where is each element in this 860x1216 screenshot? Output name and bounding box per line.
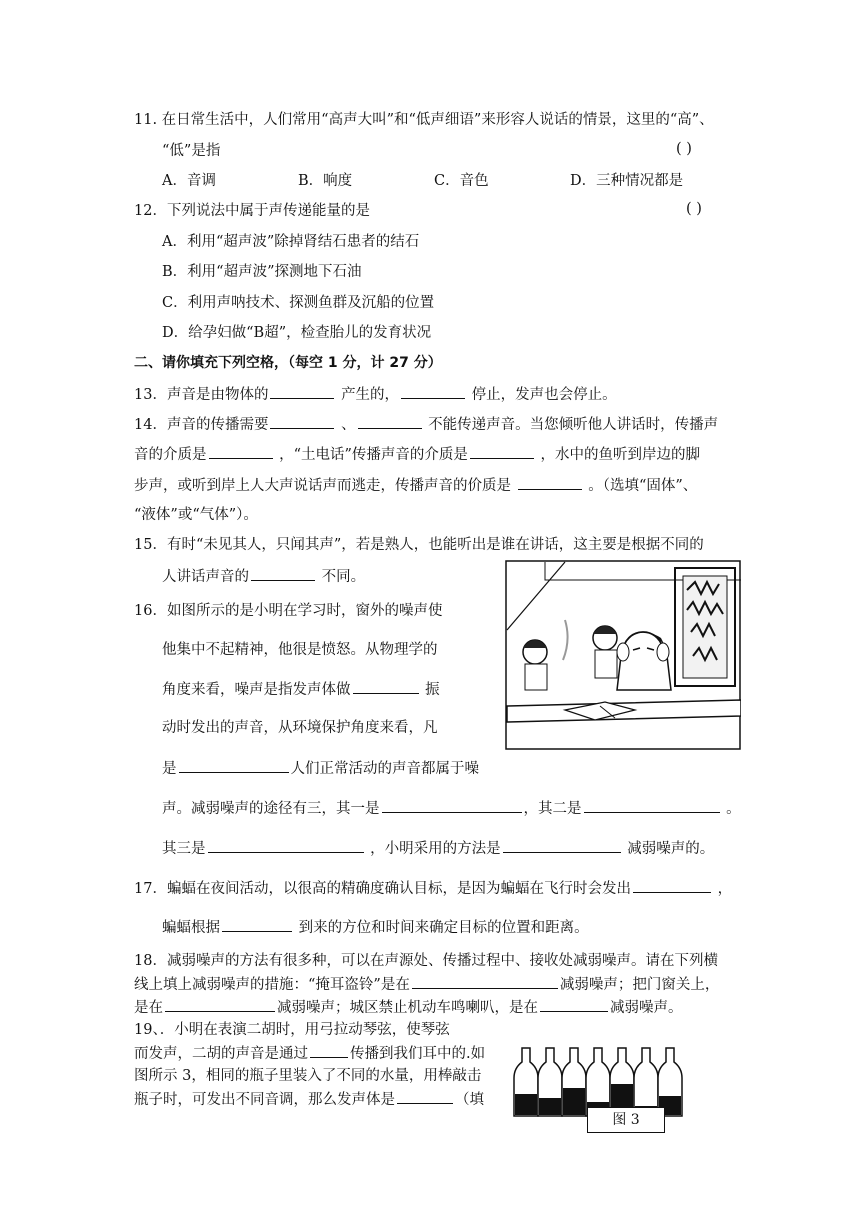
q12-option-a: A．利用“超声波”除掉肾结石患者的结石 (162, 234, 420, 250)
q15-line2: 人讲话声音的 不同。 (162, 566, 365, 587)
q18-line3: 是在 减弱噪声；城区禁止机动车鸣喇叭，是在 减弱噪声。 (134, 997, 683, 1018)
q11-line2: “低”是指 (162, 143, 221, 159)
q14-line3: 步声，或听到岸上人大声说话声而逃走，传播声音的价质是 。（选填“固体”、 (134, 475, 697, 496)
q14-blank-4[interactable] (470, 444, 534, 459)
q14-blank-5[interactable] (518, 475, 582, 490)
q18-blank-1[interactable] (412, 974, 558, 989)
q16-blank-6[interactable] (503, 838, 621, 853)
q14-blank-3[interactable] (209, 444, 273, 459)
q16-blank-5[interactable] (208, 838, 364, 853)
q15-line1: 15．有时“未见其人，只闻其声”，若是熟人，也能听出是谁在讲话，这主要是根据不同的 (134, 537, 704, 553)
noise-classroom-illustration (505, 560, 741, 750)
q16-line5: 是 人们正常活动的声音都属于噪 (162, 758, 479, 779)
q14-blank-1[interactable] (270, 414, 334, 429)
q16-line3: 角度来看，噪声是指发声体做 振 (162, 679, 440, 700)
q12-option-d: D．给孕妇做“B超”，检查胎儿的发育状况 (162, 325, 432, 341)
q12-option-c: C．利用声呐技术、探测鱼群及沉船的位置 (162, 295, 435, 311)
q13-line: 13．声音是由物体的 产生的， 停止，发声也会停止。 (134, 384, 617, 405)
q12-answer-paren: ( ) (686, 201, 702, 217)
q17-line2: 蝙蝠根据 到来的方位和时间来确定目标的位置和距离。 (162, 917, 589, 938)
q18-blank-2[interactable] (165, 997, 275, 1012)
figure-3-label: 图 3 (587, 1107, 665, 1133)
q11-line1: 11. 在日常生活中，人们常用“高声大叫”和“低声细语”来形容人说话的情景，这里的“高”、 (134, 112, 714, 128)
q16-blank-1[interactable] (353, 679, 419, 694)
q12-option-b: B．利用“超声波”探测地下石油 (162, 264, 362, 280)
q17-line1: 17．蝙蝠在夜间活动，以很高的精确度确认目标，是因为蝙蝠在飞行时会发出 ， (134, 878, 732, 899)
q16-blank-4[interactable] (584, 798, 720, 813)
q11-option-b: B．响度 (298, 173, 353, 189)
q18-line1: 18．减弱噪声的方法有很多种，可以在声源处、传播过程中、接收处减弱噪声。请在下列横 (134, 953, 718, 969)
q17-blank-1[interactable] (633, 878, 711, 893)
q16-line2: 他集中不起精神，他很是愤怒。从物理学的 (162, 642, 438, 658)
q13-blank-2[interactable] (401, 384, 465, 399)
q16-line7: 其三是 ，小明采用的方法是 减弱噪声的。 (162, 838, 714, 859)
q16-line4: 动时发出的声音，从环境保护角度来看，凡 (162, 720, 438, 736)
q16-blank-2[interactable] (179, 758, 289, 773)
q18-line2: 线上填上减弱噪声的措施：“掩耳盗铃”是在 减弱噪声；把门窗关上， (134, 974, 719, 995)
q19-blank-2[interactable] (397, 1089, 453, 1104)
q11-answer-paren: ( ) (676, 141, 692, 157)
classroom-drawing (505, 560, 741, 750)
q14-line2: 音的介质是 ，“土电话”传播声音的介质是 ，水中的鱼听到岸边的脚 (134, 444, 700, 465)
q11-option-c: C．音色 (434, 173, 489, 189)
q19-line2: 而发声，二胡的声音是通过 传播到我们耳中的.如 (134, 1043, 485, 1064)
q14-blank-2[interactable] (358, 414, 422, 429)
q16-line1: 16．如图所示的是小明在学习时，窗外的噪声使 (134, 603, 443, 619)
q11-option-d: D．三种情况都是 (570, 173, 684, 189)
q13-blank-1[interactable] (270, 384, 334, 399)
q16-blank-3[interactable] (382, 798, 522, 813)
q14-line4: “液体”或“气体”）。 (134, 507, 258, 523)
q15-blank-1[interactable] (251, 566, 315, 581)
q19-line4: 瓶子时，可发出不同音调，那么发声体是 （填 (134, 1089, 484, 1110)
q18-blank-3[interactable] (540, 997, 608, 1012)
q19-line1: 19、．小明在表演二胡时，用弓拉动琴弦，使琴弦 (134, 1022, 450, 1038)
q16-line6: 声。减弱噪声的途径有三，其一是 ，其二是 。 (162, 798, 741, 819)
q12-stem: 12．下列说法中属于声传递能量的是 (134, 203, 370, 219)
q19-line3: 图所示 3，相同的瓶子里装入了不同的水量，用棒敲击 (134, 1068, 482, 1084)
q14-line1: 14．声音的传播需要 、 不能传递声音。当您倾听他人讲话时，传播声 (134, 414, 718, 435)
q19-blank-1[interactable] (310, 1043, 348, 1058)
q17-blank-2[interactable] (222, 917, 292, 932)
section2-heading: 二、请你填充下列空格，（每空 1 分，计 27 分） (134, 355, 442, 371)
q11-option-a: A．音调 (162, 173, 216, 189)
